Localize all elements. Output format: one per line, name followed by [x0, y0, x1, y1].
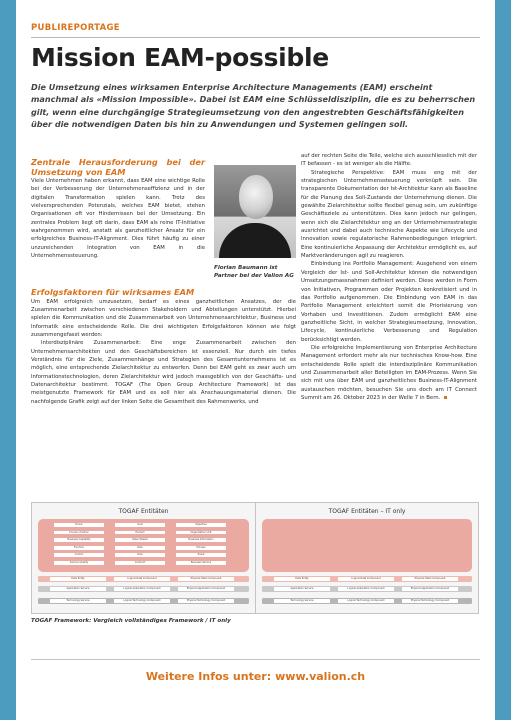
grid-cell: Driver: [54, 523, 104, 527]
app-row-cell: Application Service: [50, 587, 106, 591]
tech-row-cell: Logical Technology Component: [114, 599, 170, 603]
data-row-cell: Logical Data Component: [114, 577, 170, 581]
grid-cell: Business Capability: [54, 538, 104, 542]
figure-panel-full: [32, 503, 256, 613]
section2-paragraph-1: Um EAM erfolgreich umzusetzen, bedarf es eines ganzheitlichen Ansatzes, der die Zusammenarbeit zwischen verschiedenen Stakeholdern und Abteilungen unterstützt. Hierbei spielen die Kommunikation und die Zusammenarbeit von Unternehmensarchitektur, Business und Informatik eine entscheidende Rolle. Die drei wichtigsten Erfolgsfaktoren können wie folgt zusammengefasst werden:: [31, 298, 296, 338]
grid-cell: Function: [54, 546, 104, 550]
business-layer-box-empty: [262, 519, 472, 572]
figure-panel-it-title: TOGAF Entitäten – IT only: [328, 508, 406, 515]
grid-cell: Business Information: [176, 538, 226, 542]
app-row-cell: Physical Application Component: [178, 587, 234, 591]
grid-cell: Event: [176, 553, 226, 557]
grid-cell: Goal: [115, 523, 165, 527]
figure-panel-full-title: TOGAF Entitäten: [118, 508, 169, 515]
footer-label: Weitere Infos unter:: [145, 670, 272, 683]
right-paragraph-4: [301, 344, 477, 402]
grid-cell: Service Quality: [54, 561, 104, 565]
photo-head: [239, 175, 273, 219]
right-edge-band: [495, 0, 511, 720]
left-edge-band: [0, 0, 16, 720]
right-paragraph-3: Einbindung ins Portfolio Management: Ausgehend von einem Vergleich der Ist- und Soll-Architektur können die notwendigen Umsetzungsmassnahmen definiert werden. Diese werden in Form von Initiativen, Programmen oder Projekten konkretisiert und in das Portfolio aufgenommen. Die Einbindung von EAM in das Portfolio Management erleichtert somit die Priorisierung von Vorhaben und Investitionen. Zudem ermöglicht EAM eine ganzheitliche Sicht, in welcher Strategieumsetzung, Innovation, Lifecycle, kontinuierliche Verbesserung und Regulation berücksichtigt werden.: [301, 261, 477, 343]
photo-caption: Florian Baumann ist Partner bei der Valion AG: [214, 265, 294, 280]
data-row-cell: Logical Data Component: [338, 577, 394, 581]
right-paragraph-1: auf der rechten Seite die Teile, welche sich ausschliesslich mit der IT befassen - es ist weniger als die Hälfte.: [301, 153, 477, 168]
figure-caption: TOGAF Framework: Vergleich vollständiges Framework / IT only: [31, 618, 231, 624]
section1-heading: Zentrale Herausforderung bei der Umsetzung von EAM: [31, 157, 205, 177]
grid-cell: Control: [54, 553, 104, 557]
app-row-cell: Logical Application Component: [338, 587, 394, 591]
app-row-cell: Application Service: [274, 587, 330, 591]
grid-cell: Objective: [176, 523, 226, 527]
grid-cell: Process: [176, 546, 226, 550]
data-row-cell: Data Entity: [274, 577, 330, 581]
business-layer-box: [38, 519, 249, 572]
section2-paragraph-2: Interdisziplinäre Zusammenarbeit: Eine enge Zusammenarbeit zwischen den Unternehmensarchitekten und den Geschäftsbereichen ist essenziell. Nur durch ein tiefes Verständnis für die Ziele, Zusammenhänge und Strategien des Gesamtunternehmens ist es möglich, eine entsprechende Zielarchitektur zu entwerfen. Denn bei EAM geht es zwar auch um Informationstechnologien, deren Zielarchitektur wird jedoch massgeblich von der Geschäfts- und Datenarchitektur bestimmt. TOGAF (The Open Group Architecture Framework) ist das meistgenutzte Framework für EAM und es soll hier als Anschauungsmaterial dienen. Die nachfolgende Grafik zeigt auf der linken Seite die Gesamtheit des Rahmenwerks, und: [31, 340, 296, 405]
grid-cell: Role: [115, 553, 165, 557]
tech-row-cell: Technology Service: [50, 599, 106, 603]
data-row-cell: Physical Data Component: [178, 577, 234, 581]
application-layer-bar: [38, 586, 249, 592]
section2-column: [31, 288, 296, 406]
end-mark-icon: [444, 396, 447, 399]
photo-shoulders: [219, 223, 291, 258]
bottom-divider: [31, 659, 480, 660]
tech-row-cell: Technology Service: [274, 599, 330, 603]
grid-cell: Course of Action: [54, 531, 104, 535]
application-layer-bar-it: [262, 586, 472, 592]
figure-panel-it-only: [256, 503, 478, 613]
section1-column: [31, 158, 205, 260]
grid-cell: Value Stream: [115, 538, 165, 542]
tech-row-cell: Physical Technology Component: [402, 599, 458, 603]
app-row-cell: Logical Application Component: [114, 587, 170, 591]
data-layer-bar-it: [262, 576, 472, 582]
data-layer-bar: [38, 576, 249, 582]
page-title: Mission EAM-possible: [31, 43, 329, 72]
tech-row-cell: Physical Technology Component: [178, 599, 234, 603]
author-photo: [214, 165, 296, 258]
data-row-cell: Physical Data Component: [402, 577, 458, 581]
grid-cell: Business Service: [176, 561, 226, 565]
technology-layer-bar: [38, 598, 249, 604]
right-column: [301, 152, 477, 402]
grid-cell: Role: [115, 546, 165, 550]
data-row-cell: Data Entity: [50, 577, 106, 581]
top-divider: [31, 37, 480, 38]
section-tag: PUBLIREPORTAGE: [31, 23, 120, 33]
footer-link[interactable]: www.valion.ch: [275, 670, 366, 683]
togaf-figure: [31, 502, 479, 614]
footer: [0, 670, 511, 683]
app-row-cell: Physical Application Component: [402, 587, 458, 591]
section1-paragraph: Viele Unternehmen haben erkannt, dass EAM eine wichtige Rolle bei der Verbesserung der Unternehmenseffizienz und in der digitalen Transformation spielen kann. Trotz des vielversprechenden Potenzials, welches EAM bietet, stehen Organisationen oft vor Hindernissen bei der Umsetzung. Ein zentrales Problem liegt oft darin, dass EAM als reine IT-Initiative wahrgenommen wird, anstatt als ganzheitlicher Ansatz für ein erfolgreiches Business-IT-Alignment. Dies führt häufig zu einer unzureichenden Integration von EAM in die Unternehmenssteuerung.: [31, 178, 205, 260]
right-paragraph-2: Strategische Perspektive: EAM muss eng mit der strategischen Unternehmenssteuerung verknüpft sein. Die transparente Dokumentation der Ist-Architektur kann als Baseline für die Planung des Soll-Zustands der Unternehmung dienen. Die gewählte Zielarchitektur sollte flexibel genug sein, um zukünftige Geschäftsziele zu unterstützen. Dies kann jedoch nur gelingen, wenn sich die Zielarchitektur eng an der Unternehmensstrategie ausrichtet und dabei auch technische Aspekte wie Lifecycle und Innovation sowie regulatorische Rahmenbedingungen integriert. Eine kontinuierliche Anpassung der Architektur ermöglicht es, auf Marktveränderungen agil zu reagieren.: [301, 169, 477, 260]
tech-row-cell: Logical Technology Component: [338, 599, 394, 603]
grid-cell: Organization Unit: [176, 531, 226, 535]
section2-heading: Erfolgsfaktoren für wirksames EAM: [31, 287, 195, 297]
grid-cell: Contract: [115, 561, 165, 565]
right-paragraph-4-text: Die erfolgreiche Implementierung von Enterprise Architecture Management erfordert mehr als nur technisches Know-how. Eine entscheidende Rolle spielt die interdisziplinäre Kommunikation und Zusammenarbeit aller Beteiligten im EAM-Prozess. Wenn Sie sich mit uns über EAM und ganzheitliches Business-IT-Alignment austauschen möchten, besuchen Sie uns doch am IT Connect Summit am 26. Oktober 2023 in der Welle 7 in Bern.: [301, 344, 477, 401]
grid-cell: Product: [115, 531, 165, 535]
lead-paragraph: Die Umsetzung eines wirksamen Enterprise Architecture Managements (EAM) erscheint manchmal als «Mission Impossible». Dabei ist EAM eine Schlüsseldisziplin, die es zu beherrschen gilt, wenn eine durchgängige Strategieumsetzung von den angestrebten Geschäftsfähigkeiten über die notwendigen Daten bis hin zu Anwendungen und Systemen gelingen soll.: [31, 82, 476, 130]
technology-layer-bar-it: [262, 598, 472, 604]
